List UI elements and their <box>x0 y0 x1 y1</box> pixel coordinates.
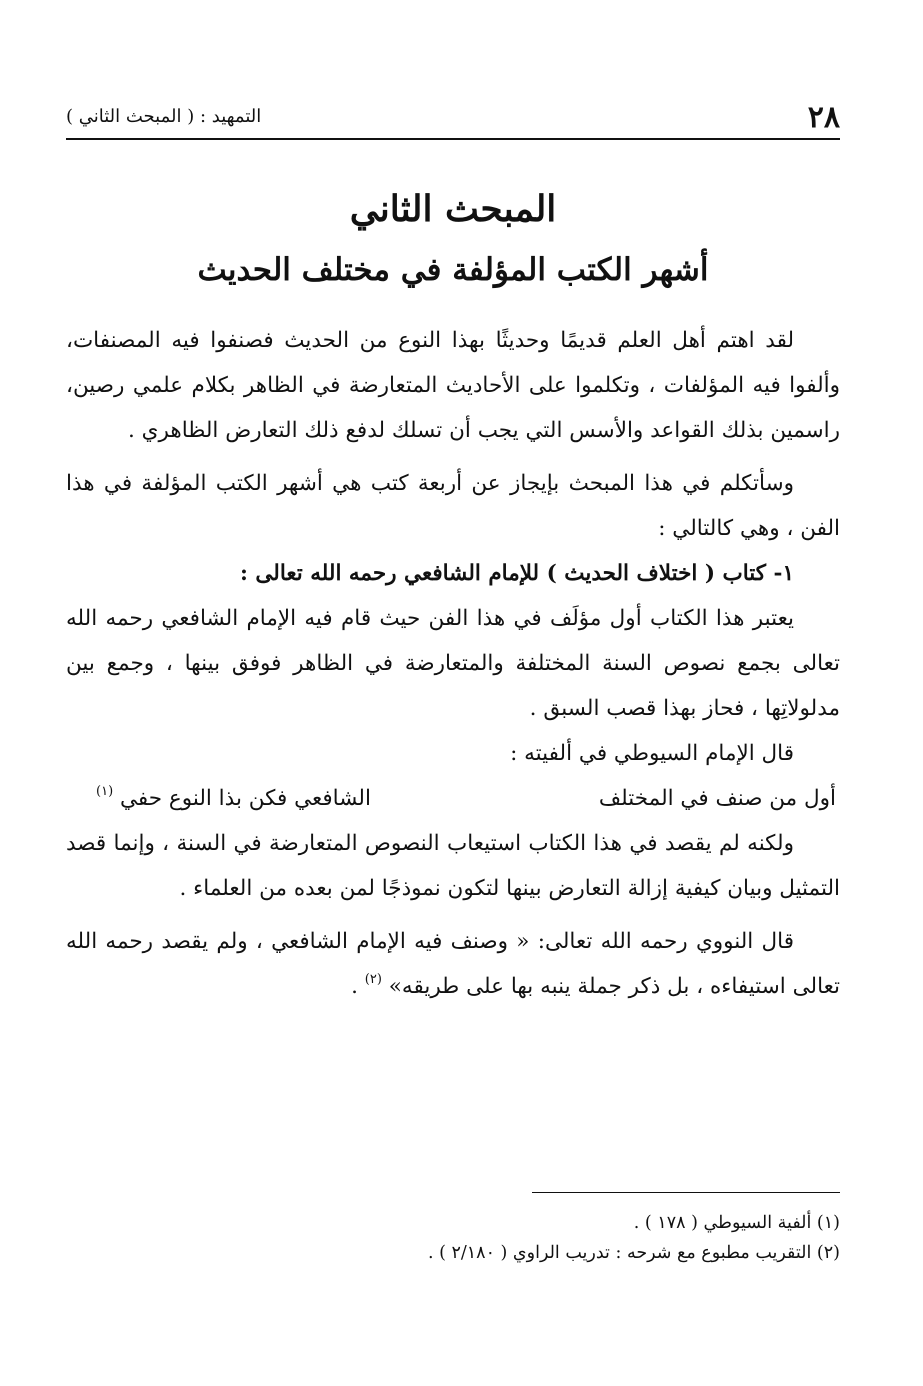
footnote-ref-1: (١) <box>96 784 114 799</box>
verse-first-hemistich: أول من صنف في المختلف <box>598 786 836 811</box>
footnotes <box>66 1208 840 1268</box>
paragraph-intro: لقد اهتم أهل العلم قديمًا وحديثًا بهذا النوع من الحديث فصنفوا فيه المصنفات، وألفوا فيه المؤلفات ، وتكلموا على الأحاديث المتعارضة في الظاهر بكلام علمي رصين، راسمين بذلك القواعد والأسس التي يجب أن تسلك لدفع ذلك التعارض الظاهري . <box>66 328 840 443</box>
section-title: أشهر الكتب المؤلفة في مختلف الحديث <box>197 252 709 288</box>
footnote-1: (١) ألفية السيوطي ( ١٧٨ ) . <box>633 1213 840 1233</box>
verse-second-hemistich: الشافعي فكن بذا النوع حفي $^{(١)}$ <box>96 784 371 811</box>
chapter-title: المبحث الثاني <box>349 188 557 230</box>
footnote-divider <box>532 1192 840 1193</box>
paragraph-limitation: ولكنه لم يقصد في هذا الكتاب استيعاب النصوص المتعارضة في السنة ، وإنما قصد التمثيل وبيان كيفية إزالة التعارض بينها لتكون نموذجًا لمن بعده من العلماء . <box>66 831 840 901</box>
paragraph-overview: وسأتكلم في هذا المبحث بإيجاز عن أربعة كتب هي أشهر الكتب المؤلفة في هذا الفن ، وهي كالتالي : <box>66 471 840 541</box>
footnote-ref-2: (٢) <box>364 972 382 987</box>
paragraph-suyuti-intro: قال الإمام السيوطي في ألفيته : <box>510 741 794 766</box>
body-text <box>66 318 840 1009</box>
paragraph-nawawi-quote: قال النووي رحمه الله تعالى: « وصنف فيه الإمام الشافعي ، ولم يقصد رحمه الله تعالى استيفاءه ، بل ذكر جملة ينبه بها على طريقه» $^{(٢)}$ . <box>66 929 840 999</box>
book-heading: ١- كتاب ( اختلاف الحديث ) للإمام الشافعي رحمه الله تعالى : <box>239 561 794 586</box>
page-header <box>66 98 840 140</box>
page-number: ٢٨ <box>807 100 840 135</box>
paragraph-book-description: يعتبر هذا الكتاب أول مؤلَف في هذا الفن حيث قام فيه الإمام الشافعي رحمه الله تعالى بجمع نصوص السنة المختلفة والمتعارضة في الظاهر فوفق بينها ، وجمع بين مدلولاتِها ، فحاز بهذا قصب السبق . <box>66 606 840 721</box>
running-title: التمهيد : ( المبحث الثاني ) <box>66 106 262 127</box>
footnote-2: (٢) التقريب مطبوع مع شرحه : تدريب الراوي ( ٢/١٨٠ ) . <box>427 1243 840 1263</box>
poetry-verse <box>66 776 840 821</box>
